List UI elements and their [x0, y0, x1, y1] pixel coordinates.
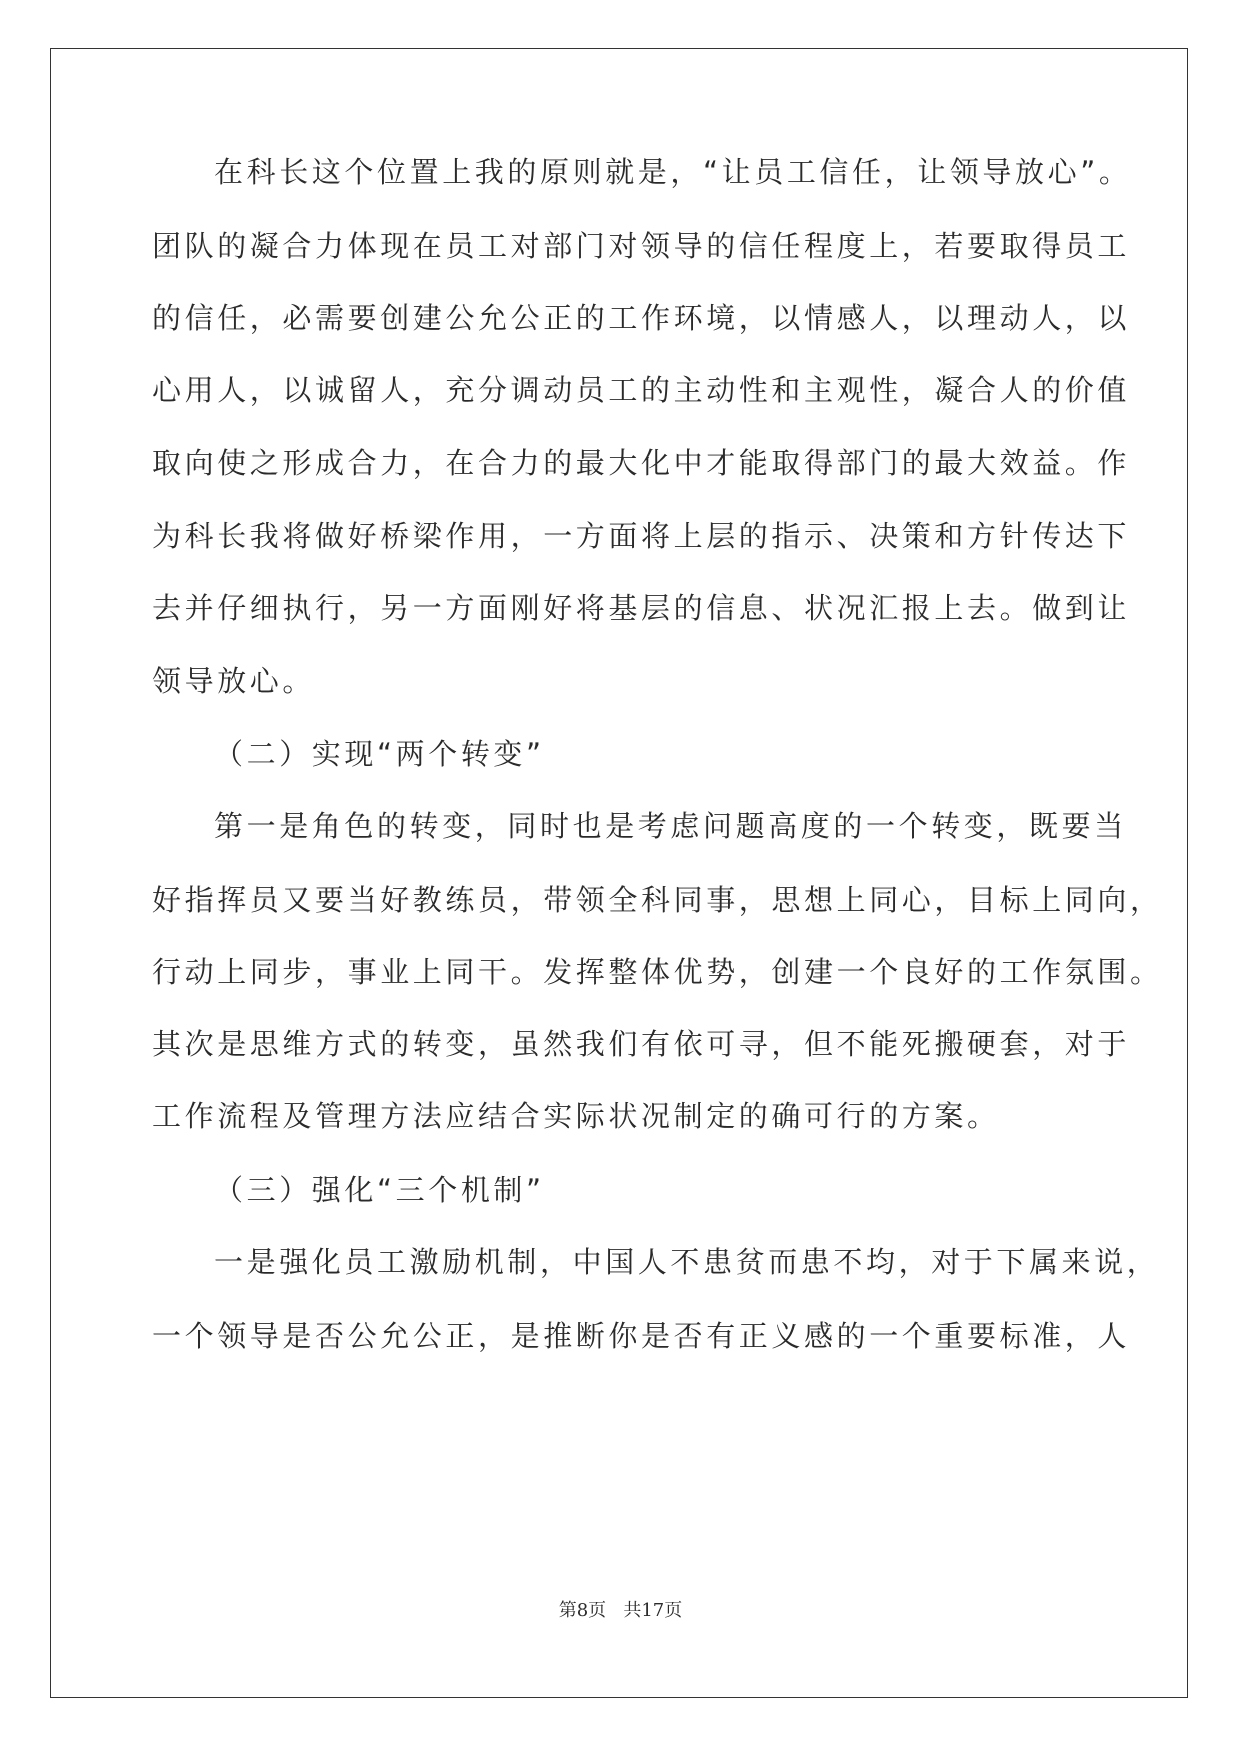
- paragraph-line: 取向使之形成合力，在合力的最大化中才能取得部门的最大效益。作: [152, 446, 1131, 480]
- paragraph-line: 一个领导是否公允公正，是推断你是否有正义感的一个重要标准，人: [152, 1319, 1131, 1353]
- paragraph-line: 去并仔细执行，另一方面刚好将基层的信息、状况汇报上去。做到让: [152, 591, 1131, 625]
- section-heading: （三）强化“三个机制”: [214, 1173, 545, 1207]
- paragraph-line: 行动上同步，事业上同干。发挥整体优势，创建一个良好的工作氛围。: [152, 955, 1163, 989]
- paragraph-line: 心用人，以诚留人，充分调动员工的主动性和主观性，凝合人的价值: [152, 373, 1131, 407]
- paragraph-line: 其次是思维方式的转变，虽然我们有依可寻，但不能死搬硬套，对于: [152, 1027, 1131, 1061]
- paragraph-line: 第一是角色的转变，同时也是考虑问题高度的一个转变，既要当: [214, 809, 1127, 843]
- paragraph-line: 团队的凝合力体现在员工对部门对领导的信任程度上，若要取得员工: [152, 229, 1131, 263]
- paragraph-line: 的信任，必需要创建公允公正的工作环境，以情感人，以理动人，以: [152, 301, 1131, 335]
- paragraph-line: 为科长我将做好桥梁作用，一方面将上层的指示、决策和方针传达下: [152, 519, 1131, 553]
- page-border: [50, 48, 1188, 1698]
- paragraph-line: 在科长这个位置上我的原则就是，“让员工信任，让领导放心”。: [214, 155, 1132, 189]
- paragraph-line: 工作流程及管理方法应结合实际状况制定的确可行的方案。: [152, 1099, 1000, 1133]
- section-heading: （二）实现“两个转变”: [214, 737, 545, 771]
- paragraph-line: 领导放心。: [152, 664, 316, 698]
- page-footer: 第8页 共17页: [558, 1600, 683, 1621]
- paragraph-line: 好指挥员又要当好教练员，带领全科同事，思想上同心，目标上同向，: [152, 883, 1163, 917]
- paragraph-line: 一是强化员工激励机制，中国人不患贫而患不均，对于下属来说，: [214, 1245, 1160, 1279]
